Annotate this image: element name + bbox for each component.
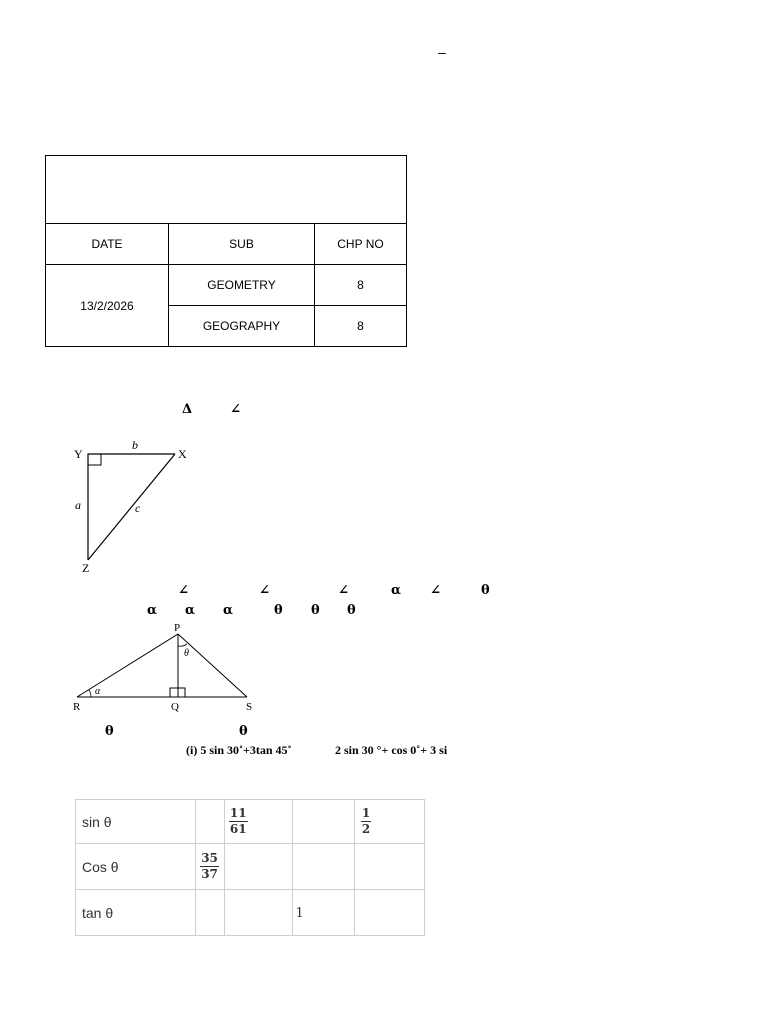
table-cell xyxy=(224,890,292,936)
theta-arc xyxy=(178,644,187,646)
column-header-subject: SUB xyxy=(169,224,315,265)
row-label-tan: tan θ xyxy=(76,890,196,936)
angle-theta-label: θ xyxy=(184,648,189,659)
theta-symbol: θ xyxy=(481,583,490,598)
table-cell xyxy=(292,890,354,936)
table-cell xyxy=(224,844,292,890)
schedule-title-row xyxy=(46,156,407,224)
vertex-s-label: S xyxy=(246,701,253,713)
table-cell xyxy=(354,800,424,844)
side-rp xyxy=(77,634,178,697)
row-label-cos: Cos θ xyxy=(76,844,196,890)
column-header-date: DATE xyxy=(46,224,169,265)
alpha-symbol: α xyxy=(391,583,402,598)
theta-symbol: θ xyxy=(311,603,320,618)
table-cell xyxy=(196,800,225,844)
vertex-y-label: Y xyxy=(74,447,83,461)
angle-symbol: ∠ xyxy=(178,583,189,598)
vertex-z-label: Z xyxy=(82,561,90,575)
vertex-x-label: X xyxy=(178,447,187,461)
angle-symbol: ∠ xyxy=(338,583,349,598)
table-cell xyxy=(292,844,354,890)
alpha-arc xyxy=(89,690,91,697)
schedule-header-row xyxy=(46,224,407,265)
theta-symbol: θ xyxy=(239,724,248,739)
alpha-symbol: α xyxy=(223,603,234,618)
tan-value: 1 xyxy=(295,906,304,921)
theta-symbol: θ xyxy=(347,603,356,618)
subject-cell: GEOGRAPHY xyxy=(169,306,315,347)
right-angle-marker xyxy=(88,454,101,465)
table-row xyxy=(76,844,425,890)
trig-values-image xyxy=(70,793,425,943)
vertex-q-label: Q xyxy=(171,701,179,713)
angle-symbol: ∠ xyxy=(259,583,270,598)
header-dash: – xyxy=(438,44,446,60)
table-cell xyxy=(196,844,225,890)
table-cell xyxy=(354,890,424,936)
column-header-chapter: CHP NO xyxy=(315,224,407,265)
cos-fraction-35-37: $\frac{35}{37}$ xyxy=(201,851,218,881)
triangle-prs-diagram xyxy=(66,618,266,716)
angle-alpha-label: α xyxy=(95,686,101,697)
theta-symbol: θ xyxy=(274,603,283,618)
theta-symbol: θ xyxy=(105,724,114,739)
triangle-xyz-diagram xyxy=(70,438,200,578)
expression-part2: 2 sin 30 °+ cos 0˚+ 3 si xyxy=(335,743,448,757)
angle-symbol: ∠ xyxy=(230,402,241,417)
chapter-cell: 8 xyxy=(315,265,407,306)
sin-fraction-11-61: $\frac{11}{61}$ xyxy=(229,806,247,836)
chapter-cell: 8 xyxy=(315,306,407,347)
table-row xyxy=(76,800,425,844)
schedule-title-cell xyxy=(46,156,407,224)
sin-fraction-1-2: $\frac{1}{2}$ xyxy=(361,806,371,836)
side-ps xyxy=(178,634,247,697)
expression-part1: (i) 5 sin 30˚+3tan 45˚ xyxy=(186,743,292,757)
delta-symbol: Δ xyxy=(182,402,193,417)
alpha-symbol: α xyxy=(147,603,158,618)
angle-symbol: ∠ xyxy=(430,583,441,598)
side-a-label: a xyxy=(75,498,81,512)
table-cell xyxy=(224,800,292,844)
table-cell xyxy=(354,844,424,890)
table-row xyxy=(46,265,407,306)
table-cell xyxy=(196,890,225,936)
vertex-r-label: R xyxy=(73,701,81,713)
vertex-p-label: P xyxy=(174,622,181,634)
date-cell: 13/2/2026 xyxy=(46,265,169,347)
side-b-label: b xyxy=(132,438,138,452)
table-row xyxy=(76,890,425,936)
table-cell xyxy=(292,800,354,844)
side-c-label: c xyxy=(135,501,141,515)
alpha-symbol: α xyxy=(185,603,196,618)
subject-cell: GEOMETRY xyxy=(169,265,315,306)
trig-values-table xyxy=(75,799,425,936)
side-c xyxy=(88,454,175,560)
schedule-table xyxy=(45,155,407,347)
row-label-sin: sin θ xyxy=(76,800,196,844)
